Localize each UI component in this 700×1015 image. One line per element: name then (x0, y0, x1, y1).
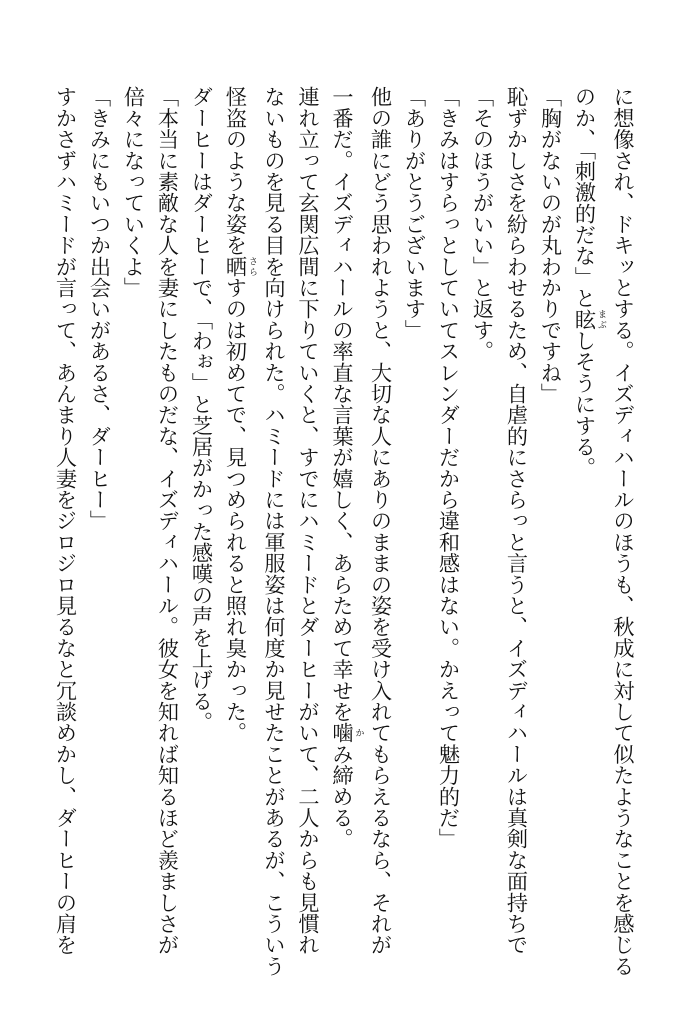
text-line: 「胸がないのが丸わかりですね」 (538, 86, 564, 404)
text-line: 一番だ。イズディハールの率直な言葉が嬉しく、あらためて幸せを噛かみ締める。 (330, 86, 364, 850)
ruby-annotation: 噛か (330, 722, 364, 744)
text-line: ダーヒーはダーヒーで、「わぉ」と芝居がかった感嘆の声を上げる。 (189, 86, 215, 733)
text-line: 倍々になっていくよ」 (121, 86, 147, 298)
text-line: 「きみにもいつか出会いがあるさ、ダーヒー」 (87, 86, 113, 532)
text-line: 怪盗のような姿を晒さらすのは初めてで、見つめられると照れ臭かった。 (223, 86, 257, 744)
text-line: ないものを見る目を向けられた。ハミードには軍服姿は何度か見せたことがあるが、こういう (262, 86, 287, 977)
text-line: のか、「刺激的だな」と眩まぶしそうにする。 (572, 86, 606, 479)
text-line: 他の誰にどう思われようと、大切な人にありのままの姿を受け入れてもらえるなら、それが (368, 86, 394, 956)
ruby-reading: か (353, 722, 364, 744)
ruby-annotation: 晒さら (223, 255, 257, 277)
text-line: 「ありがとうございます」 (402, 86, 428, 341)
ruby-reading: まぶ (596, 308, 606, 330)
text-line: 「そのほうがいい」と返す。 (470, 86, 496, 362)
text-line: に想像され、ドキッとする。イズディハールのほうも、秋成に対して似たようなことを感じる (611, 86, 636, 977)
text-line: 連れ立って玄関広間に下りていくと、すでにハミードとダーヒーがいて、二人からも見慣れ (296, 86, 321, 956)
ruby-annotation: 眩まぶ (572, 308, 606, 330)
text-line: 恥ずかしさを紛らわせるため、自虐的にさらっと言うと、イズディハールは真剣な面持ちで (504, 86, 530, 956)
text-line: 「本当に素敵な人を妻にしたものだな、イズディハール。彼女を知れば知るほど羨ましさが (155, 86, 181, 956)
vertical-text-body (49, 86, 641, 977)
text-line: 「きみはすらっとしていてスレンダーだから違和感はない。かえって魅力的だ」 (436, 86, 462, 850)
text-line: すかさずハミードが言って、あんまり人妻をジロジロ見るなと冗談めかし、ダーヒーの肩を (53, 86, 79, 956)
ruby-reading: さら (247, 255, 257, 277)
